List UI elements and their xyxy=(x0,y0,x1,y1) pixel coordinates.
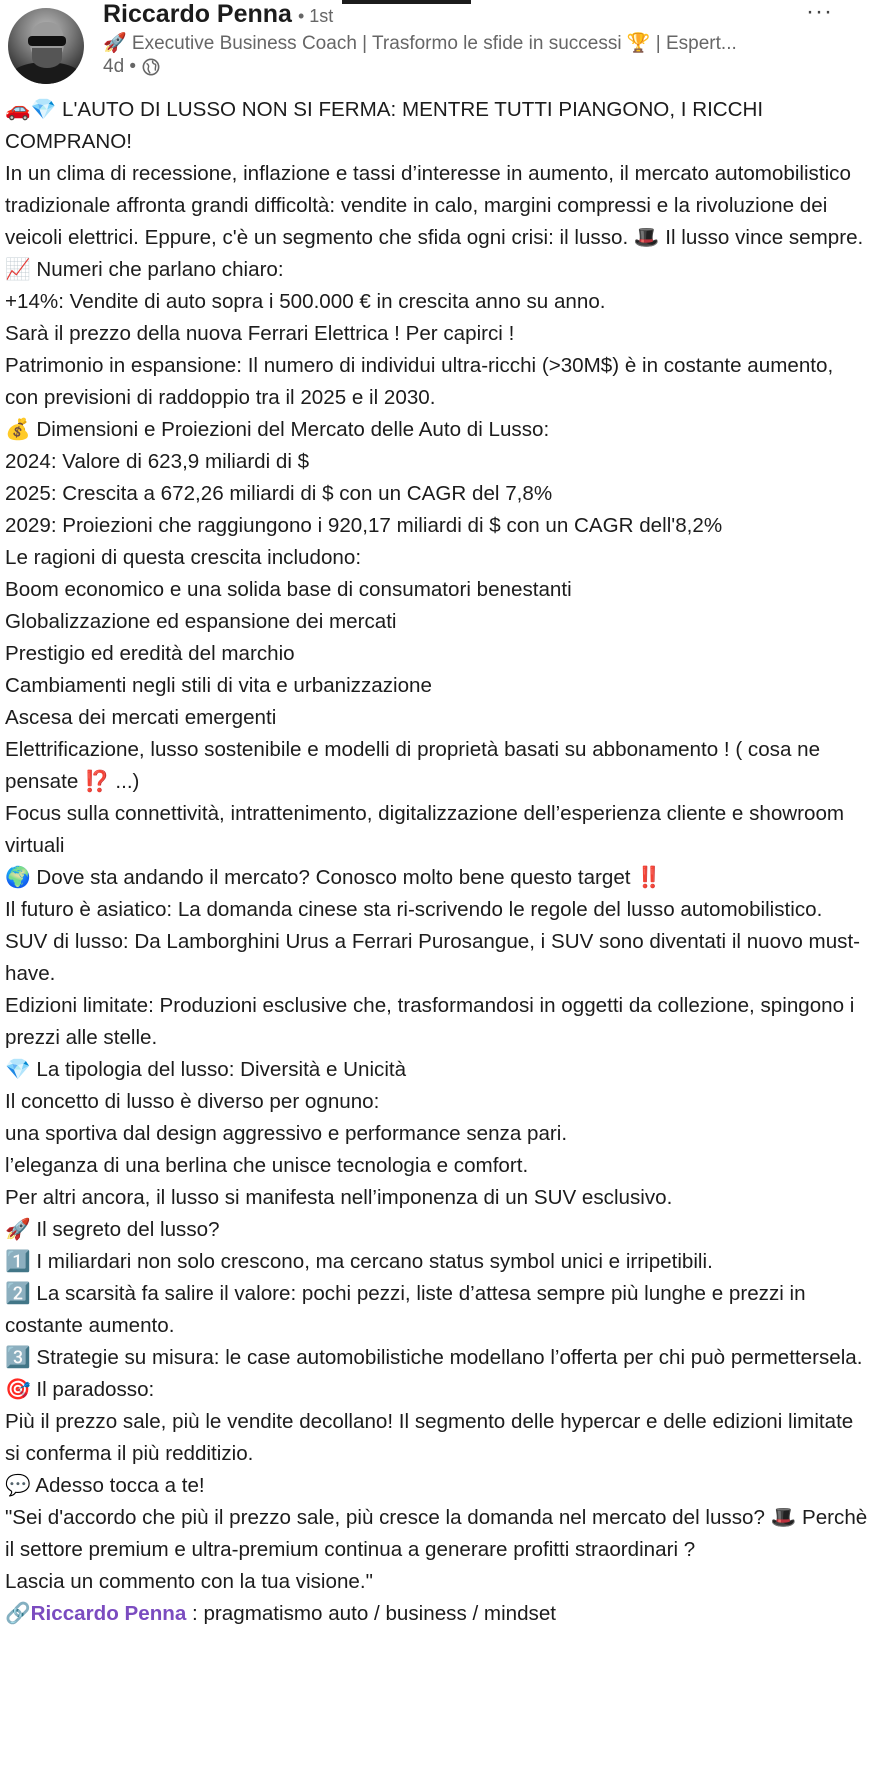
post-line: 3️⃣ Strategie su misura: le case automobilistiche modellano l’offerta per chi può permettersela. xyxy=(5,1346,863,1369)
more-options-icon[interactable]: ··· xyxy=(806,0,833,25)
post-line: SUV di lusso: Da Lamborghini Urus a Ferrari Purosangue, i SUV sono diventati il nuovo must-have. xyxy=(5,930,861,985)
post-line: l’eleganza di una berlina che unisce tecnologia e comfort. xyxy=(5,1154,529,1177)
signature-text: : pragmatismo auto / business / mindset xyxy=(186,1602,557,1625)
author-name[interactable]: Riccardo Penna xyxy=(103,0,292,28)
author-avatar[interactable] xyxy=(8,8,84,84)
author-mention-link[interactable]: Riccardo Penna xyxy=(30,1602,187,1625)
author-name-row xyxy=(103,0,333,32)
post-line: 💬 Adesso tocca a te! xyxy=(5,1474,205,1497)
post-body xyxy=(5,94,871,1630)
post-line: Elettrificazione, lusso sostenibile e modelli di proprietà basati su abbonamento ! ( cosa ne pensate ⁉️ ...) xyxy=(5,738,821,793)
post-line: 💎 La tipologia del lusso: Diversità e Unicità xyxy=(5,1058,407,1081)
post-line: 2025: Crescita a 672,26 miliardi di $ con un CAGR del 7,8% xyxy=(5,482,553,505)
post-line: 2️⃣ La scarsità fa salire il valore: pochi pezzi, liste d’attesa sempre più lunghe e prezzi in costante aumento. xyxy=(5,1282,806,1337)
globe-icon xyxy=(142,58,160,76)
post-line: Più il prezzo sale, più le vendite decollano! Il segmento delle hypercar e delle edizioni limitate si conferma il più redditizio. xyxy=(5,1410,854,1465)
post-line: Ascesa dei mercati emergenti xyxy=(5,706,277,729)
link-icon: 🔗 xyxy=(5,1602,31,1625)
post-line: Il futuro è asiatico: La domanda cinese sta ri-scrivendo le regole del lusso automobilistico. xyxy=(5,898,823,921)
post-line: 🚗💎 L'AUTO DI LUSSO NON SI FERMA: MENTRE TUTTI PIANGONO, I RICCHI COMPRANO! xyxy=(5,98,764,153)
author-headline: 🚀 Executive Business Coach | Trasformo le sfide in successi 🏆 | Espert... xyxy=(103,33,737,54)
post-line: "Sei d'accordo che più il prezzo sale, più cresce la domanda nel mercato del lusso? 🎩 Perchè il settore premium e ultra-premium continua a generare profitti straordinari ? xyxy=(5,1506,868,1561)
post-line: 💰 Dimensioni e Proiezioni del Mercato delle Auto di Lusso: xyxy=(5,418,550,441)
post-line: Sarà il prezzo della nuova Ferrari Elettrica ! Per capirci ! xyxy=(5,322,515,345)
post-header xyxy=(0,0,874,80)
post-meta xyxy=(103,56,160,78)
post-line: Focus sulla connettività, intrattenimento, digitalizzazione dell’esperienza cliente e showroom virtuali xyxy=(5,802,845,857)
post-line: Il concetto di lusso è diverso per ognuno: xyxy=(5,1090,380,1113)
post-line: Lascia un commento con la tua visione." xyxy=(5,1570,373,1593)
post-line: +14%: Vendite di auto sopra i 500.000 € in crescita anno su anno. xyxy=(5,290,606,313)
connection-degree: • 1st xyxy=(297,6,334,26)
post-line: 🌍 Dove sta andando il mercato? Conosco molto bene questo target ‼️ xyxy=(5,866,662,889)
post-line: Edizioni limitate: Produzioni esclusive che, trasformandosi in oggetti da collezione, spingono i prezzi alle stelle. xyxy=(5,994,855,1049)
post-line: Cambiamenti negli stili di vita e urbanizzazione xyxy=(5,674,432,697)
post-line: Boom economico e una solida base di consumatori benestanti xyxy=(5,578,572,601)
post-line: Globalizzazione ed espansione dei mercati xyxy=(5,610,397,633)
post-line: 2029: Proiezioni che raggiungono i 920,17 miliardi di $ con un CAGR dell'8,2% xyxy=(5,514,723,537)
post-line: Per altri ancora, il lusso si manifesta nell’imponenza di un SUV esclusivo. xyxy=(5,1186,673,1209)
post-line: 📈 Numeri che parlano chiaro: xyxy=(5,258,284,281)
post-line: 1️⃣ I miliardari non solo crescono, ma cercano status symbol unici e irripetibili. xyxy=(5,1250,713,1273)
post-line: Patrimonio in espansione: Il numero di individui ultra-ricchi (>30M$) è in costante aumento, con previsioni di raddoppio tra il 2025 e il 2030. xyxy=(5,354,834,409)
post-line: una sportiva dal design aggressivo e performance senza pari. xyxy=(5,1122,568,1145)
post-line: 🎯 Il paradosso: xyxy=(5,1378,155,1401)
post-line: 🚀 Il segreto del lusso? xyxy=(5,1218,220,1241)
post-line: 2024: Valore di 623,9 miliardi di $ xyxy=(5,450,310,473)
post-time: 4d • xyxy=(103,56,137,77)
post-line: Prestigio ed eredità del marchio xyxy=(5,642,295,665)
post-line: Le ragioni di questa crescita includono: xyxy=(5,546,362,569)
post-line: In un clima di recessione, inflazione e tassi d’interesse in aumento, il mercato automobilistico tradizionale affronta grandi difficoltà: vendite in calo, margini compressi e la rivoluzione dei veicoli elettrici. Eppure, c'è un segmento che sfida ogni crisi: il lusso. 🎩 Il lusso vince sempre. xyxy=(5,162,864,249)
post-signature xyxy=(5,1598,871,1630)
